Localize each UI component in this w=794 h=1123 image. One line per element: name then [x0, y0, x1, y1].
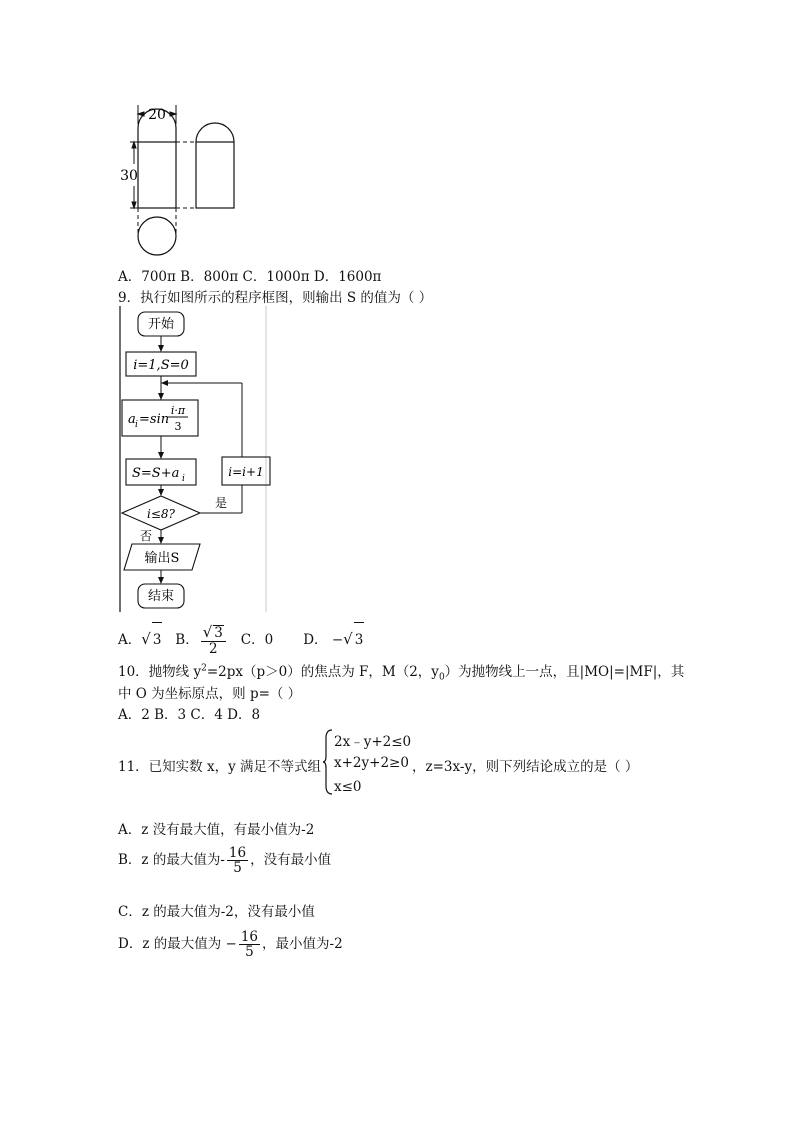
q11-opt-d: D．z 的最大值为 − $\frac{16}{5}$ ，最小值为-2 — [118, 929, 343, 961]
system-brace — [322, 728, 334, 796]
q11-opt-b: B．z 的最大值为- $\frac{16}{5}$ ，没有最小值 — [118, 845, 332, 877]
end-label: 结束 — [147, 589, 175, 604]
front-view — [138, 109, 176, 208]
start-label: 开始 — [147, 317, 175, 332]
output-label: 输出S — [144, 551, 180, 566]
ineq-3: x≤0 — [334, 779, 362, 795]
q8-options: A．700π B．800π C．1000π D．1600π — [118, 269, 382, 285]
ineq-1: 2x﹣y+2≤0 — [334, 734, 412, 750]
assign-num: i·π — [170, 404, 186, 417]
q9-options — [118, 622, 364, 657]
q9-opt-b: B． $\frac{√ 3}{2}$ — [175, 632, 228, 648]
sum-label: S=S+a — [132, 466, 180, 481]
yes-label: 是 — [214, 496, 228, 510]
assign-sub: i — [135, 420, 138, 430]
increment-label: i=i+1 — [228, 465, 264, 479]
q11-stem-right: ，z=3x-y，则下列结论成立的是（ ） — [412, 759, 639, 775]
q11-opt-c: C．z 的最大值为-2，没有最小值 — [118, 904, 315, 920]
q9-opt-d: D． −√ 3 — [303, 632, 364, 648]
q9-opt-a: A．√ 3 — [118, 632, 162, 648]
projection-lines — [138, 142, 196, 236]
init-label: i=1,S=0 — [133, 358, 189, 373]
q11-stem-left: 11．已知实数 x，y 满足不等式组 — [118, 759, 322, 775]
q9-opt-c: C．0 — [240, 632, 274, 648]
no-label: 否 — [139, 529, 153, 543]
condition-label: i≤8? — [147, 507, 175, 521]
assign-prefix: a — [128, 412, 136, 427]
flowchart — [118, 306, 278, 616]
dim-height-label: 30 — [120, 168, 138, 184]
q10-line2: 中 O 为坐标原点，则 p=（ ） — [118, 686, 302, 702]
assign-mid: =sin — [139, 412, 170, 427]
side-view — [196, 123, 234, 208]
sum-sub: i — [182, 474, 185, 484]
assign-den: 3 — [174, 420, 182, 433]
q10-line1: 10．抛物线 $y^2=2px(p>0)$的焦点为 F，M（2，$y_0$）为抛物线上一点，且|MO|=|MF|，其 — [118, 663, 685, 683]
three-view-figure — [116, 102, 266, 262]
q10-options: A．2 B．3 C．4 D．8 — [118, 707, 261, 723]
q11-opt-a: A．z 没有最大值，有最小值为-2 — [118, 822, 315, 838]
q9-stem: 9．执行如图所示的程序框图，则输出 S 的值为（ ） — [118, 290, 433, 306]
dim-width-label: 20 — [148, 107, 166, 123]
top-view — [138, 217, 176, 255]
ineq-2: x+2y+2≥0 — [334, 755, 409, 771]
